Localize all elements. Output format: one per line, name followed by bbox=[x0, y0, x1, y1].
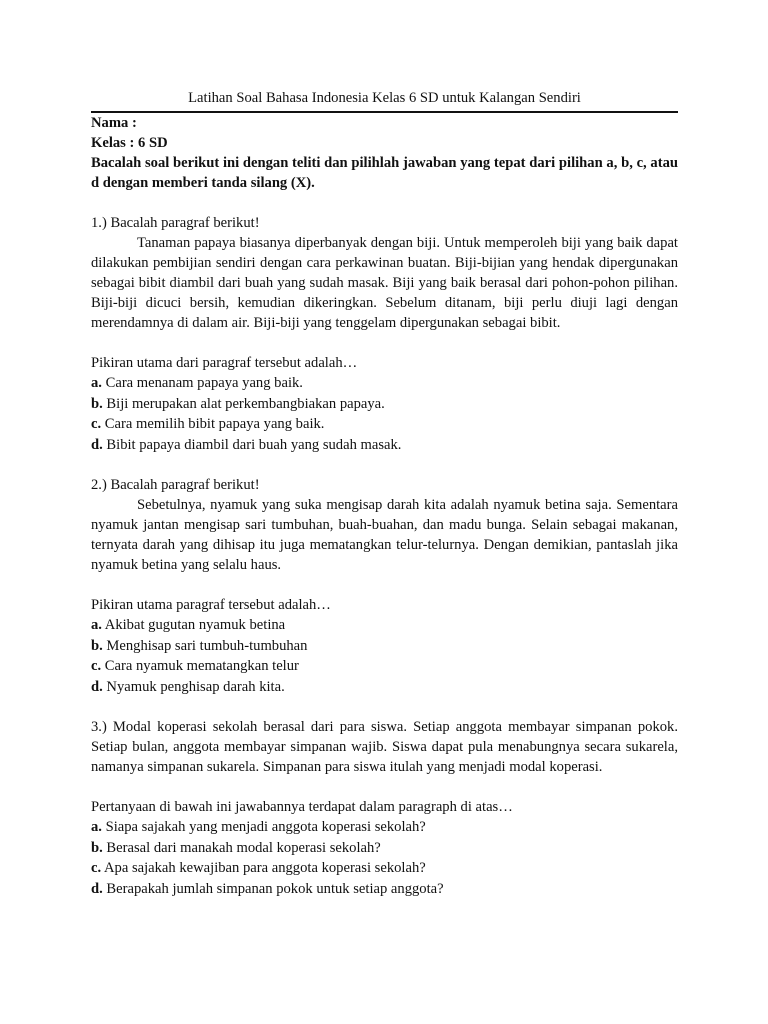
question-intro: 1.) Bacalah paragraf berikut! bbox=[91, 215, 260, 231]
option-d bbox=[91, 435, 678, 456]
option-key: c. bbox=[91, 416, 102, 432]
option-key: d. bbox=[91, 436, 103, 453]
option-text: Cara menanam papaya yang baik. bbox=[101, 375, 303, 391]
question-2 bbox=[91, 475, 678, 697]
option-key: b. bbox=[91, 395, 103, 412]
question-1 bbox=[91, 213, 678, 455]
option-key: b. bbox=[91, 637, 103, 654]
option-key: b. bbox=[91, 839, 103, 856]
question-prompt: Pikiran utama dari paragraf tersebut adalah… bbox=[91, 355, 358, 371]
option-text: Apa sajakah kewajiban para anggota koperasi sekolah? bbox=[101, 860, 426, 876]
option-b bbox=[91, 636, 678, 657]
question-prompt: Pertanyaan di bawah ini jawabannya terdapat dalam paragraph di atas… bbox=[91, 799, 513, 815]
question-prompt: Pikiran utama paragraf tersebut adalah… bbox=[91, 597, 331, 613]
option-b bbox=[91, 838, 678, 859]
question-3 bbox=[91, 717, 678, 899]
option-text: Bibit papaya diambil dari buah yang sudah masak. bbox=[102, 436, 402, 453]
page-header: Latihan Soal Bahasa Indonesia Kelas 6 SD untuk Kalangan Sendiri bbox=[91, 88, 678, 113]
question-paragraph: Tanaman papaya biasanya diperbanyak dengan biji. Untuk memperoleh biji yang baik dapat dilakukan pembijian sendiri dengan cara perkawinan buatan. Biji-bijian yang hendak dipergunakan sebagai bibit diambil dari buah yang sudah masak. Biji yang baik berasal dari pohon-pohon pilihan. Biji-biji dicuci bersih, kemudian dikeringkan. Sebelum ditanam, biji perlu diuji lagi dengan merendamnya di dalam air. Biji-biji yang tenggelam dipergunakan sebagai bibit. bbox=[91, 235, 678, 331]
option-text: Nyamuk penghisap darah kita. bbox=[102, 678, 285, 695]
question-intro: 2.) Bacalah paragraf berikut! bbox=[91, 477, 260, 493]
option-key: a. bbox=[91, 819, 102, 835]
option-text: Akibat gugutan nyamuk betina bbox=[101, 617, 286, 633]
instruction: Bacalah soal berikut ini dengan teliti dan pilihlah jawaban yang tepat dari pilihan a, b, c, atau d dengan memberi tanda silang (X). bbox=[91, 155, 678, 191]
option-a bbox=[91, 817, 678, 838]
option-key: a. bbox=[91, 617, 102, 633]
option-c bbox=[91, 656, 678, 677]
option-b bbox=[91, 394, 678, 415]
option-key: c. bbox=[91, 860, 102, 876]
question-paragraph: Sebetulnya, nyamuk yang suka mengisap darah kita adalah nyamuk betina saja. Sementara nyamuk jantan mengisap sari tumbuhan, buah-buahan, dan madu bunga. Selain sebagai makanan, ternyata darah yang dihisap itu juga mematangkan telur-telurnya. Dengan demikian, pantaslah jika nyamuk betina yang selalu haus. bbox=[91, 497, 678, 573]
kelas-label: Kelas : 6 SD bbox=[91, 135, 168, 151]
option-a bbox=[91, 615, 678, 636]
option-text: Berapakah jumlah simpanan pokok untuk setiap anggota? bbox=[102, 880, 444, 897]
option-c bbox=[91, 858, 678, 879]
option-text: Berasal dari manakah modal koperasi sekolah? bbox=[102, 839, 381, 856]
question-paragraph: 3.) Modal koperasi sekolah berasal dari para siswa. Setiap anggota membayar simpanan pokok. Setiap bulan, anggota membayar simpanan wajib. Siswa dapat pula menabungnya secara sukarela, namanya simpanan sukarela. Simpanan para siswa itulah yang menjadi modal koperasi. bbox=[91, 719, 678, 775]
nama-label: Nama : bbox=[91, 115, 137, 131]
option-key: a. bbox=[91, 375, 102, 391]
option-text: Cara memilih bibit papaya yang baik. bbox=[101, 416, 325, 432]
option-text: Biji merupakan alat perkembangbiakan papaya. bbox=[102, 395, 385, 412]
option-key: d. bbox=[91, 880, 103, 897]
option-text: Cara nyamuk mematangkan telur bbox=[101, 658, 299, 674]
option-d bbox=[91, 879, 678, 900]
option-a bbox=[91, 373, 678, 394]
option-text: Menghisap sari tumbuh-tumbuhan bbox=[102, 637, 308, 654]
option-d bbox=[91, 677, 678, 698]
document-page bbox=[91, 88, 678, 899]
option-text: Siapa sajakah yang menjadi anggota koperasi sekolah? bbox=[101, 819, 426, 835]
option-key: d. bbox=[91, 678, 103, 695]
option-c bbox=[91, 414, 678, 435]
option-key: c. bbox=[91, 658, 102, 674]
